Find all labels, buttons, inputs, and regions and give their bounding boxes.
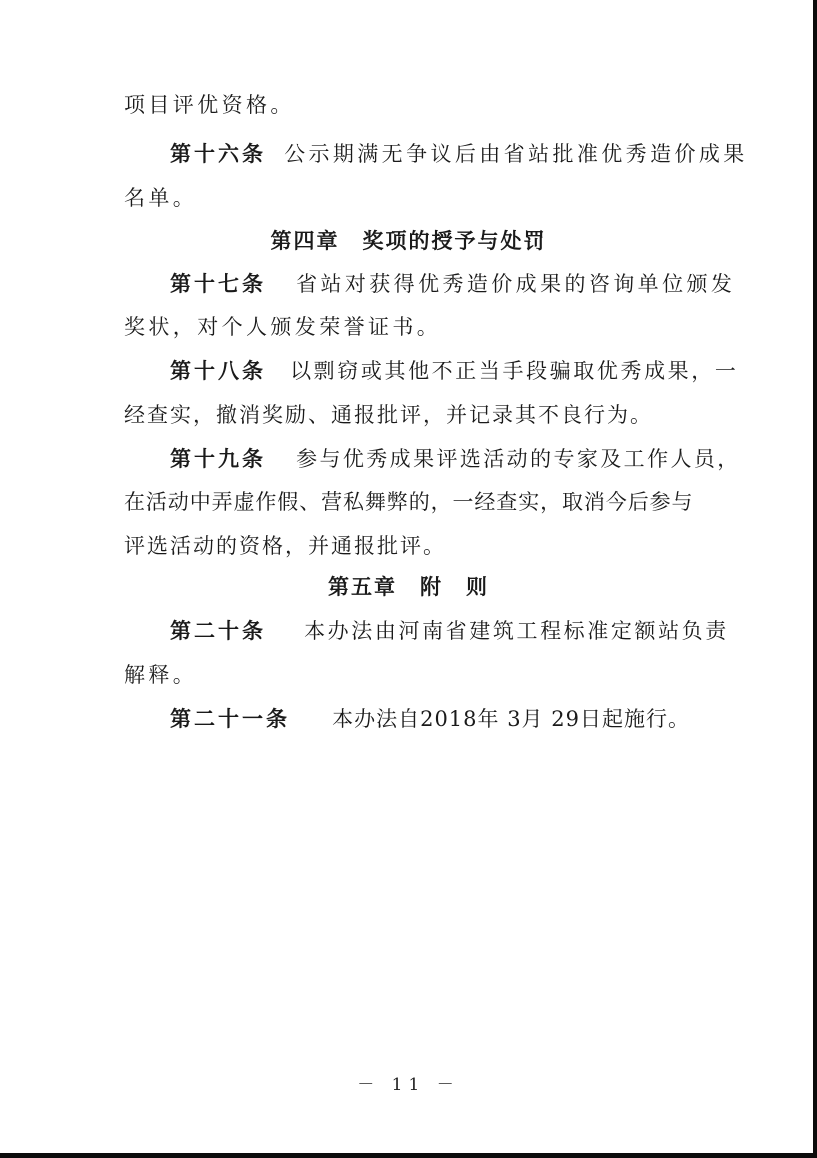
- text-line: 奖状，对个人颁发荣誉证书。: [124, 315, 442, 339]
- chapter-4-heading: 第四章 奖项的授予与处罚: [270, 229, 547, 253]
- page-number: － 11 －: [357, 1075, 460, 1095]
- scan-edge-right: [813, 0, 817, 1158]
- article-19-line: 第十九条 参与优秀成果评选活动的专家及工作人员，: [170, 447, 741, 471]
- text-line: 名单。: [124, 186, 198, 210]
- chapter-5-heading: 第五章 附 则: [328, 575, 489, 599]
- article-20-line: 第二十条 本办法由河南省建筑工程标准定额站负责: [170, 619, 729, 643]
- article-21-line: 第二十一条 本办法自2018年 3月 29日起施行。: [170, 707, 690, 731]
- text-line: 解释。: [124, 663, 198, 687]
- article-18-line: 第十八条 以剽窃或其他不正当手段骗取优秀成果，一: [170, 359, 739, 383]
- article-18-number: 第十八条: [170, 359, 266, 383]
- article-16-line: 第十六条 公示期满无争议后由省站批准优秀造价成果: [170, 142, 748, 166]
- article-19-number: 第十九条: [170, 447, 266, 471]
- text-line: 在活动中弄虚作假、营私舞弊的，一经查实，取消今后参与: [124, 490, 694, 514]
- article-17-line: 第十七条 省站对获得优秀造价成果的咨询单位颁发: [170, 272, 736, 296]
- scan-edge-bottom: [0, 1153, 817, 1158]
- article-17-number: 第十七条: [170, 272, 266, 296]
- text-line: 经查实，撤消奖励、通报批评，并记录其不良行为。: [124, 403, 653, 427]
- text-line: 项目评优资格。: [124, 93, 295, 117]
- text-line: 评选活动的资格，并通报批评。: [124, 534, 446, 558]
- article-16-number: 第十六条: [170, 142, 266, 166]
- article-21-number: 第二十一条: [170, 707, 290, 731]
- article-20-number: 第二十条: [170, 619, 266, 643]
